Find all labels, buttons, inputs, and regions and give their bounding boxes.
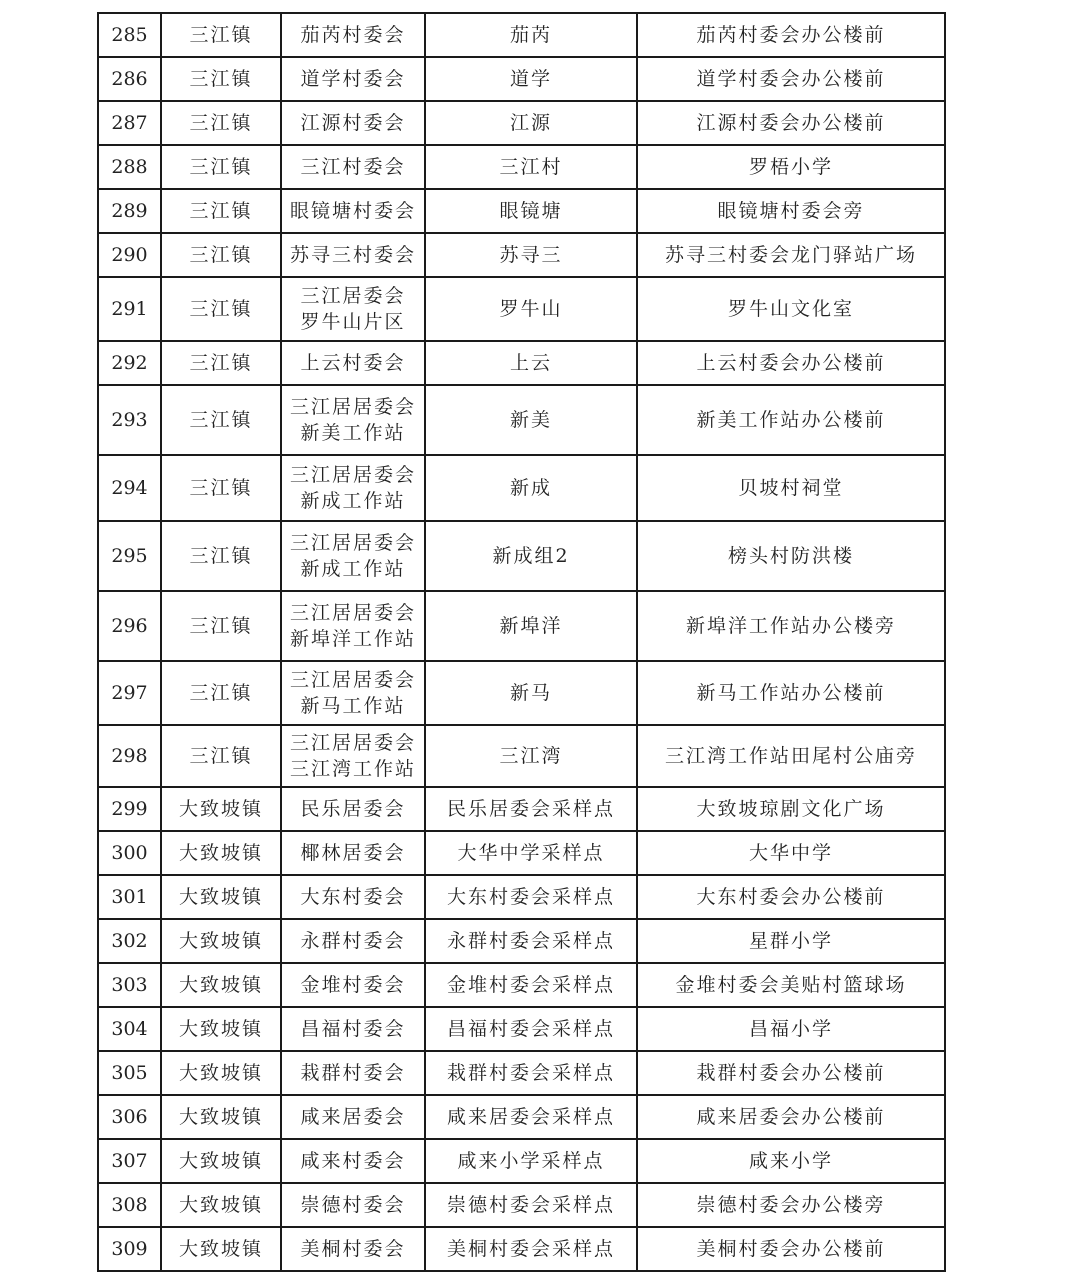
town-cell: 大致坡镇 <box>161 1007 281 1051</box>
committee-line: 新美工作站 <box>300 422 406 444</box>
committee-cell <box>281 145 425 189</box>
committee-cell <box>281 1183 425 1227</box>
table-row <box>98 145 945 189</box>
committee-line: 美桐村委会 <box>300 1238 406 1260</box>
sampling-site-table <box>97 12 946 1272</box>
committee-cell <box>281 57 425 101</box>
table-row <box>98 521 945 591</box>
location-cell: 新美工作站办公楼前 <box>637 385 945 455</box>
town-cell: 大致坡镇 <box>161 1139 281 1183</box>
committee-line: 道学村委会 <box>300 68 406 90</box>
sampling-point-cell: 三江湾 <box>425 725 637 787</box>
committee-cell <box>281 233 425 277</box>
sampling-point-cell: 江源 <box>425 101 637 145</box>
row-number-cell: 286 <box>98 57 161 101</box>
location-cell: 大华中学 <box>637 831 945 875</box>
row-number-cell: 288 <box>98 145 161 189</box>
location-cell: 眼镜塘村委会旁 <box>637 189 945 233</box>
town-cell: 三江镇 <box>161 57 281 101</box>
row-number-cell: 296 <box>98 591 161 661</box>
sampling-point-cell: 咸来居委会采样点 <box>425 1095 637 1139</box>
committee-line: 三江居居委会 <box>289 396 416 418</box>
row-number-cell: 303 <box>98 963 161 1007</box>
location-cell: 江源村委会办公楼前 <box>637 101 945 145</box>
committee-line: 罗牛山片区 <box>300 311 406 333</box>
table-row <box>98 1139 945 1183</box>
town-cell: 大致坡镇 <box>161 963 281 1007</box>
town-cell: 三江镇 <box>161 521 281 591</box>
row-number-cell: 295 <box>98 521 161 591</box>
row-number-cell: 293 <box>98 385 161 455</box>
sampling-point-cell: 新成组2 <box>425 521 637 591</box>
location-cell: 苏寻三村委会龙门驿站广场 <box>637 233 945 277</box>
row-number-cell: 299 <box>98 787 161 831</box>
committee-line: 苏寻三村委会 <box>289 244 416 266</box>
committee-cell <box>281 341 425 385</box>
location-cell: 上云村委会办公楼前 <box>637 341 945 385</box>
town-cell: 三江镇 <box>161 385 281 455</box>
committee-cell <box>281 521 425 591</box>
sampling-point-cell: 金堆村委会采样点 <box>425 963 637 1007</box>
row-number-cell: 297 <box>98 661 161 725</box>
table-row <box>98 189 945 233</box>
row-number-cell: 308 <box>98 1183 161 1227</box>
location-cell: 美桐村委会办公楼前 <box>637 1227 945 1271</box>
committee-line: 三江居居委会 <box>289 669 416 691</box>
table-row <box>98 831 945 875</box>
location-cell: 新埠洋工作站办公楼旁 <box>637 591 945 661</box>
table-row <box>98 875 945 919</box>
location-cell: 栽群村委会办公楼前 <box>637 1051 945 1095</box>
committee-line: 永群村委会 <box>300 930 406 952</box>
sampling-point-cell: 三江村 <box>425 145 637 189</box>
row-number-cell: 305 <box>98 1051 161 1095</box>
committee-line: 大东村委会 <box>300 886 406 908</box>
sampling-point-cell: 新马 <box>425 661 637 725</box>
table-body <box>98 13 945 1271</box>
location-cell: 崇德村委会办公楼旁 <box>637 1183 945 1227</box>
table-row <box>98 1227 945 1271</box>
committee-line: 新埠洋工作站 <box>289 628 416 650</box>
table-row <box>98 101 945 145</box>
sampling-point-cell: 永群村委会采样点 <box>425 919 637 963</box>
town-cell: 三江镇 <box>161 455 281 521</box>
table-row <box>98 963 945 1007</box>
committee-line: 眼镜塘村委会 <box>289 200 416 222</box>
town-cell: 大致坡镇 <box>161 1227 281 1271</box>
table-row <box>98 385 945 455</box>
committee-line: 咸来居委会 <box>300 1106 406 1128</box>
committee-line: 三江居居委会 <box>289 464 416 486</box>
town-cell: 三江镇 <box>161 725 281 787</box>
location-cell: 昌福小学 <box>637 1007 945 1051</box>
committee-cell <box>281 963 425 1007</box>
row-number-cell: 285 <box>98 13 161 57</box>
committee-line: 上云村委会 <box>300 352 406 374</box>
committee-line: 金堆村委会 <box>300 974 406 996</box>
table-row <box>98 1183 945 1227</box>
committee-line: 民乐居委会 <box>300 798 406 820</box>
sampling-point-cell: 新美 <box>425 385 637 455</box>
location-cell: 茄芮村委会办公楼前 <box>637 13 945 57</box>
row-number-cell: 306 <box>98 1095 161 1139</box>
committee-line: 昌福村委会 <box>300 1018 406 1040</box>
committee-cell <box>281 1139 425 1183</box>
committee-line: 咸来村委会 <box>300 1150 406 1172</box>
sampling-point-cell: 栽群村委会采样点 <box>425 1051 637 1095</box>
committee-line: 三江居居委会 <box>289 532 416 554</box>
sampling-point-cell: 民乐居委会采样点 <box>425 787 637 831</box>
committee-line: 新成工作站 <box>300 558 406 580</box>
table-row <box>98 1007 945 1051</box>
sampling-point-cell: 茄芮 <box>425 13 637 57</box>
sampling-point-cell: 上云 <box>425 341 637 385</box>
row-number-cell: 304 <box>98 1007 161 1051</box>
location-cell: 榜头村防洪楼 <box>637 521 945 591</box>
committee-cell <box>281 13 425 57</box>
location-cell: 金堆村委会美贴村篮球场 <box>637 963 945 1007</box>
committee-cell <box>281 1095 425 1139</box>
committee-cell <box>281 1227 425 1271</box>
sampling-point-cell: 眼镜塘 <box>425 189 637 233</box>
sampling-point-cell: 咸来小学采样点 <box>425 1139 637 1183</box>
row-number-cell: 287 <box>98 101 161 145</box>
committee-line: 栽群村委会 <box>300 1062 406 1084</box>
location-cell: 罗牛山文化室 <box>637 277 945 341</box>
location-cell: 星群小学 <box>637 919 945 963</box>
town-cell: 三江镇 <box>161 661 281 725</box>
sampling-point-cell: 道学 <box>425 57 637 101</box>
sampling-point-cell: 昌福村委会采样点 <box>425 1007 637 1051</box>
location-cell: 大致坡琼剧文化广场 <box>637 787 945 831</box>
location-cell: 三江湾工作站田尾村公庙旁 <box>637 725 945 787</box>
table-row <box>98 787 945 831</box>
table-row <box>98 1095 945 1139</box>
committee-line: 新马工作站 <box>300 695 406 717</box>
table-row <box>98 661 945 725</box>
committee-cell <box>281 1007 425 1051</box>
sampling-point-cell: 美桐村委会采样点 <box>425 1227 637 1271</box>
committee-cell <box>281 875 425 919</box>
committee-cell <box>281 1051 425 1095</box>
town-cell: 三江镇 <box>161 277 281 341</box>
town-cell: 大致坡镇 <box>161 919 281 963</box>
committee-cell <box>281 591 425 661</box>
committee-cell <box>281 101 425 145</box>
row-number-cell: 292 <box>98 341 161 385</box>
town-cell: 大致坡镇 <box>161 1051 281 1095</box>
table-row <box>98 57 945 101</box>
committee-cell <box>281 455 425 521</box>
committee-line: 茄芮村委会 <box>300 24 406 46</box>
row-number-cell: 300 <box>98 831 161 875</box>
town-cell: 三江镇 <box>161 101 281 145</box>
sampling-point-cell: 新埠洋 <box>425 591 637 661</box>
committee-cell <box>281 725 425 787</box>
table-row <box>98 13 945 57</box>
committee-cell <box>281 189 425 233</box>
table-row <box>98 455 945 521</box>
row-number-cell: 309 <box>98 1227 161 1271</box>
town-cell: 三江镇 <box>161 341 281 385</box>
committee-line: 江源村委会 <box>300 112 406 134</box>
row-number-cell: 290 <box>98 233 161 277</box>
sampling-point-cell: 大华中学采样点 <box>425 831 637 875</box>
row-number-cell: 289 <box>98 189 161 233</box>
location-cell: 道学村委会办公楼前 <box>637 57 945 101</box>
committee-line: 椰林居委会 <box>300 842 406 864</box>
town-cell: 大致坡镇 <box>161 1095 281 1139</box>
town-cell: 三江镇 <box>161 189 281 233</box>
table-row <box>98 1051 945 1095</box>
town-cell: 大致坡镇 <box>161 787 281 831</box>
sampling-point-cell: 大东村委会采样点 <box>425 875 637 919</box>
committee-line: 三江居委会 <box>300 285 406 307</box>
town-cell: 三江镇 <box>161 13 281 57</box>
town-cell: 三江镇 <box>161 233 281 277</box>
table-row <box>98 725 945 787</box>
table-row <box>98 233 945 277</box>
committee-line: 三江湾工作站 <box>289 758 416 780</box>
row-number-cell: 302 <box>98 919 161 963</box>
committee-line: 三江村委会 <box>300 156 406 178</box>
location-cell: 咸来小学 <box>637 1139 945 1183</box>
location-cell: 咸来居委会办公楼前 <box>637 1095 945 1139</box>
location-cell: 罗梧小学 <box>637 145 945 189</box>
town-cell: 大致坡镇 <box>161 875 281 919</box>
table-row <box>98 591 945 661</box>
table-row <box>98 341 945 385</box>
committee-line: 崇德村委会 <box>300 1194 406 1216</box>
row-number-cell: 307 <box>98 1139 161 1183</box>
committee-cell <box>281 787 425 831</box>
committee-line: 三江居居委会 <box>289 602 416 624</box>
town-cell: 三江镇 <box>161 591 281 661</box>
location-cell: 大东村委会办公楼前 <box>637 875 945 919</box>
town-cell: 大致坡镇 <box>161 1183 281 1227</box>
sampling-point-cell: 苏寻三 <box>425 233 637 277</box>
row-number-cell: 298 <box>98 725 161 787</box>
row-number-cell: 291 <box>98 277 161 341</box>
committee-cell <box>281 277 425 341</box>
table-row <box>98 919 945 963</box>
committee-line: 三江居居委会 <box>289 732 416 754</box>
sampling-point-cell: 崇德村委会采样点 <box>425 1183 637 1227</box>
sampling-point-cell: 罗牛山 <box>425 277 637 341</box>
town-cell: 大致坡镇 <box>161 831 281 875</box>
location-cell: 贝坡村祠堂 <box>637 455 945 521</box>
row-number-cell: 294 <box>98 455 161 521</box>
committee-cell <box>281 385 425 455</box>
committee-cell <box>281 919 425 963</box>
town-cell: 三江镇 <box>161 145 281 189</box>
committee-cell <box>281 831 425 875</box>
committee-cell <box>281 661 425 725</box>
location-cell: 新马工作站办公楼前 <box>637 661 945 725</box>
committee-line: 新成工作站 <box>300 490 406 512</box>
sampling-point-cell: 新成 <box>425 455 637 521</box>
row-number-cell: 301 <box>98 875 161 919</box>
table-row <box>98 277 945 341</box>
